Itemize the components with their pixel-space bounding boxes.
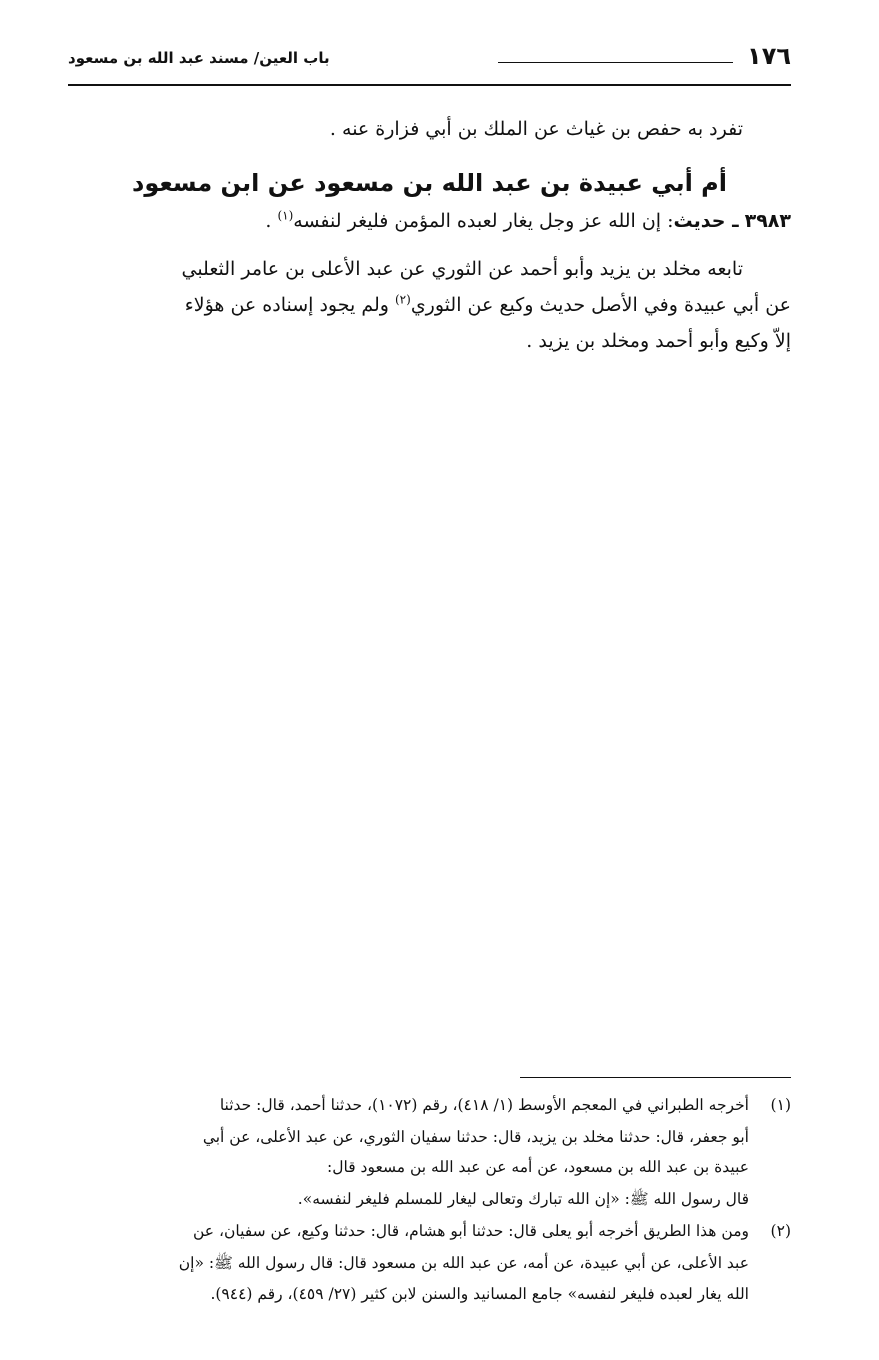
footnote-ref-1[interactable]: (١) <box>277 208 294 223</box>
footnote-marker-1: (١) <box>770 1096 791 1114</box>
intro-line: تفرد به حفص بن غياث عن الملك بن أبي فزارة عنه . <box>329 118 743 140</box>
chapter-heading: أم أبي عبيدة بن عبد الله بن مسعود عن ابن مسعود <box>132 169 727 197</box>
footnote-ref-2[interactable]: (٢) <box>394 292 411 307</box>
hadith-text: إن الله عز وجل يغار لعبده المؤمن فليغر لنفسه <box>293 210 662 232</box>
footnote-1-line-2: أبو جعفر، قال: حدثنا مخلد بن يزيد، قال: حدثنا سفيان الثوري، عن عبد الأعلى، عن أبي <box>202 1128 749 1146</box>
hadith-number: ٣٩٨٣ <box>744 210 791 232</box>
running-header <box>68 40 791 80</box>
hadith-dash: ـ <box>725 210 739 232</box>
footnote-rule <box>520 1077 791 1078</box>
footnote-1-line-1: أخرجه الطبراني في المعجم الأوسط (١/ ٤١٨)، رقم (١٠٧٢)، حدثنا أحمد، قال: حدثنا <box>219 1096 749 1114</box>
footnote-marker-2: (٢) <box>770 1222 791 1240</box>
hadith-end-dot: . <box>265 210 278 232</box>
header-rule <box>68 84 791 86</box>
hadith-colon: : <box>661 210 674 232</box>
page-number: ١٧٦ <box>747 42 791 70</box>
paragraph-line-1: تابعه مخلد بن يزيد وأبو أحمد عن الثوري عن عبد الأعلى بن عامر الثعلبي <box>181 258 743 280</box>
paragraph-line-2-end: ولم يجود إسناده عن هؤلاء <box>184 294 389 316</box>
paragraph-line-3: إلاّ وكيع وأبو أحمد ومخلد بن يزيد . <box>526 330 791 352</box>
footnote-1-line-3: عبيدة بن عبد الله بن مسعود، عن أمه عن عبد الله بن مسعود قال: <box>327 1158 749 1176</box>
hadith-label: حديث <box>673 210 726 232</box>
section-title: باب العين/ مسند عبد الله بن مسعود <box>68 49 330 67</box>
footnote-2-line-1: ومن هذا الطريق أخرجه أبو يعلى قال: حدثنا أبو هشام، قال: حدثنا وكيع، عن سفيان، عن <box>193 1222 749 1240</box>
hadith-entry <box>68 206 791 236</box>
footnote-2-line-3: الله يغار لعبده فليغر لنفسه» جامع المسانيد والسنن لابن كثير (٢٧/ ٤٥٩)، رقم (٩٤٤). <box>210 1285 749 1303</box>
paragraph-line-2 <box>68 290 791 320</box>
paragraph-line-2-start: عن أبي عبيدة وفي الأصل حديث وكيع عن الثوري <box>410 294 791 316</box>
header-rule-short <box>498 62 733 63</box>
footnote-2-line-2: عبد الأعلى، عن أبي عبيدة، عن أمه، عن عبد الله بن مسعود قال: قال رسول الله ﷺ: «إن <box>178 1254 749 1272</box>
footnote-1-line-4: قال رسول الله ﷺ: «إن الله تبارك وتعالى ليغار للمسلم فليغر لنفسه». <box>297 1190 749 1208</box>
